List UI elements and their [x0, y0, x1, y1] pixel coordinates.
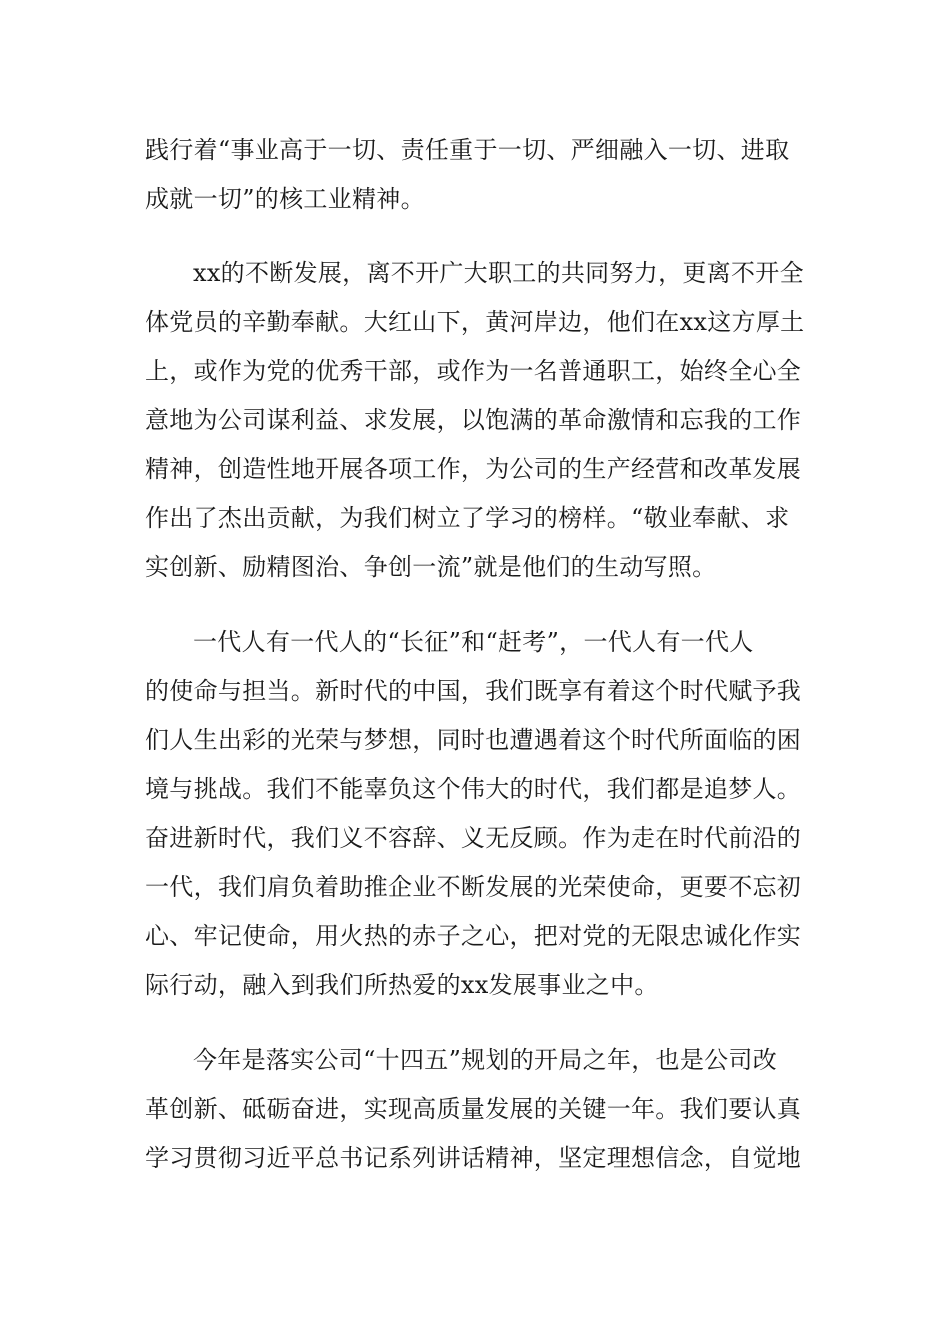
paragraph-4-line-2: 革创新、砥砺奋进，实现高质量发展的关键一年。我们要认真	[145, 1095, 802, 1123]
paragraph-3-line-7: 心、牢记使命，用火热的赤子之心，把对党的无限忠诚化作实	[145, 922, 802, 950]
paragraph-2-line-2: 体党员的辛勤奉献。大红山下，黄河岸边，他们在xx这方厚土	[145, 308, 805, 336]
paragraph-1-line-2: 成就一切”的核工业精神。	[145, 185, 425, 213]
paragraph-2-line-1: xx的不断发展，离不开广大职工的共同努力，更离不开全	[193, 259, 804, 287]
paragraph-3-line-1: 一代人有一代人的“长征”和“赶考”，一代人有一代人	[193, 628, 754, 656]
paragraph-3-line-5: 奋进新时代，我们义不容辞、义无反顾。作为走在时代前沿的	[145, 824, 802, 852]
paragraph-3-line-4: 境与挑战。我们不能辜负这个伟大的时代，我们都是追梦人。	[145, 775, 802, 803]
paragraph-3-line-3: 们人生出彩的光荣与梦想，同时也遭遇着这个时代所面临的困	[145, 726, 802, 754]
paragraph-2-line-4: 意地为公司谋利益、求发展，以饱满的革命激情和忘我的工作	[145, 406, 802, 434]
paragraph-3-line-8: 际行动，融入到我们所热爱的xx发展事业之中。	[145, 971, 659, 999]
paragraph-2-line-6: 作出了杰出贡献，为我们树立了学习的榜样。“敬业奉献、求	[145, 504, 790, 532]
paragraph-3-line-2: 的使命与担当。新时代的中国，我们既享有着这个时代赋予我	[145, 677, 802, 705]
paragraph-2-line-3: 上，或作为党的优秀干部，或作为一名普通职工，始终全心全	[145, 357, 802, 385]
paragraph-4-line-1: 今年是落实公司“十四五”规划的开局之年，也是公司改	[193, 1046, 778, 1074]
paragraph-1-line-1: 践行着“事业高于一切、责任重于一切、严细融入一切、进取	[145, 136, 790, 164]
paragraph-3-line-6: 一代，我们肩负着助推企业不断发展的光荣使命，更要不忘初	[145, 873, 802, 901]
paragraph-2-line-5: 精神，创造性地开展各项工作，为公司的生产经营和改革发展	[145, 455, 802, 483]
paragraph-4-line-3: 学习贯彻习近平总书记系列讲话精神，坚定理想信念，自觉地	[145, 1144, 802, 1172]
paragraph-2-line-7: 实创新、励精图治、争创一流”就是他们的生动写照。	[145, 553, 717, 581]
